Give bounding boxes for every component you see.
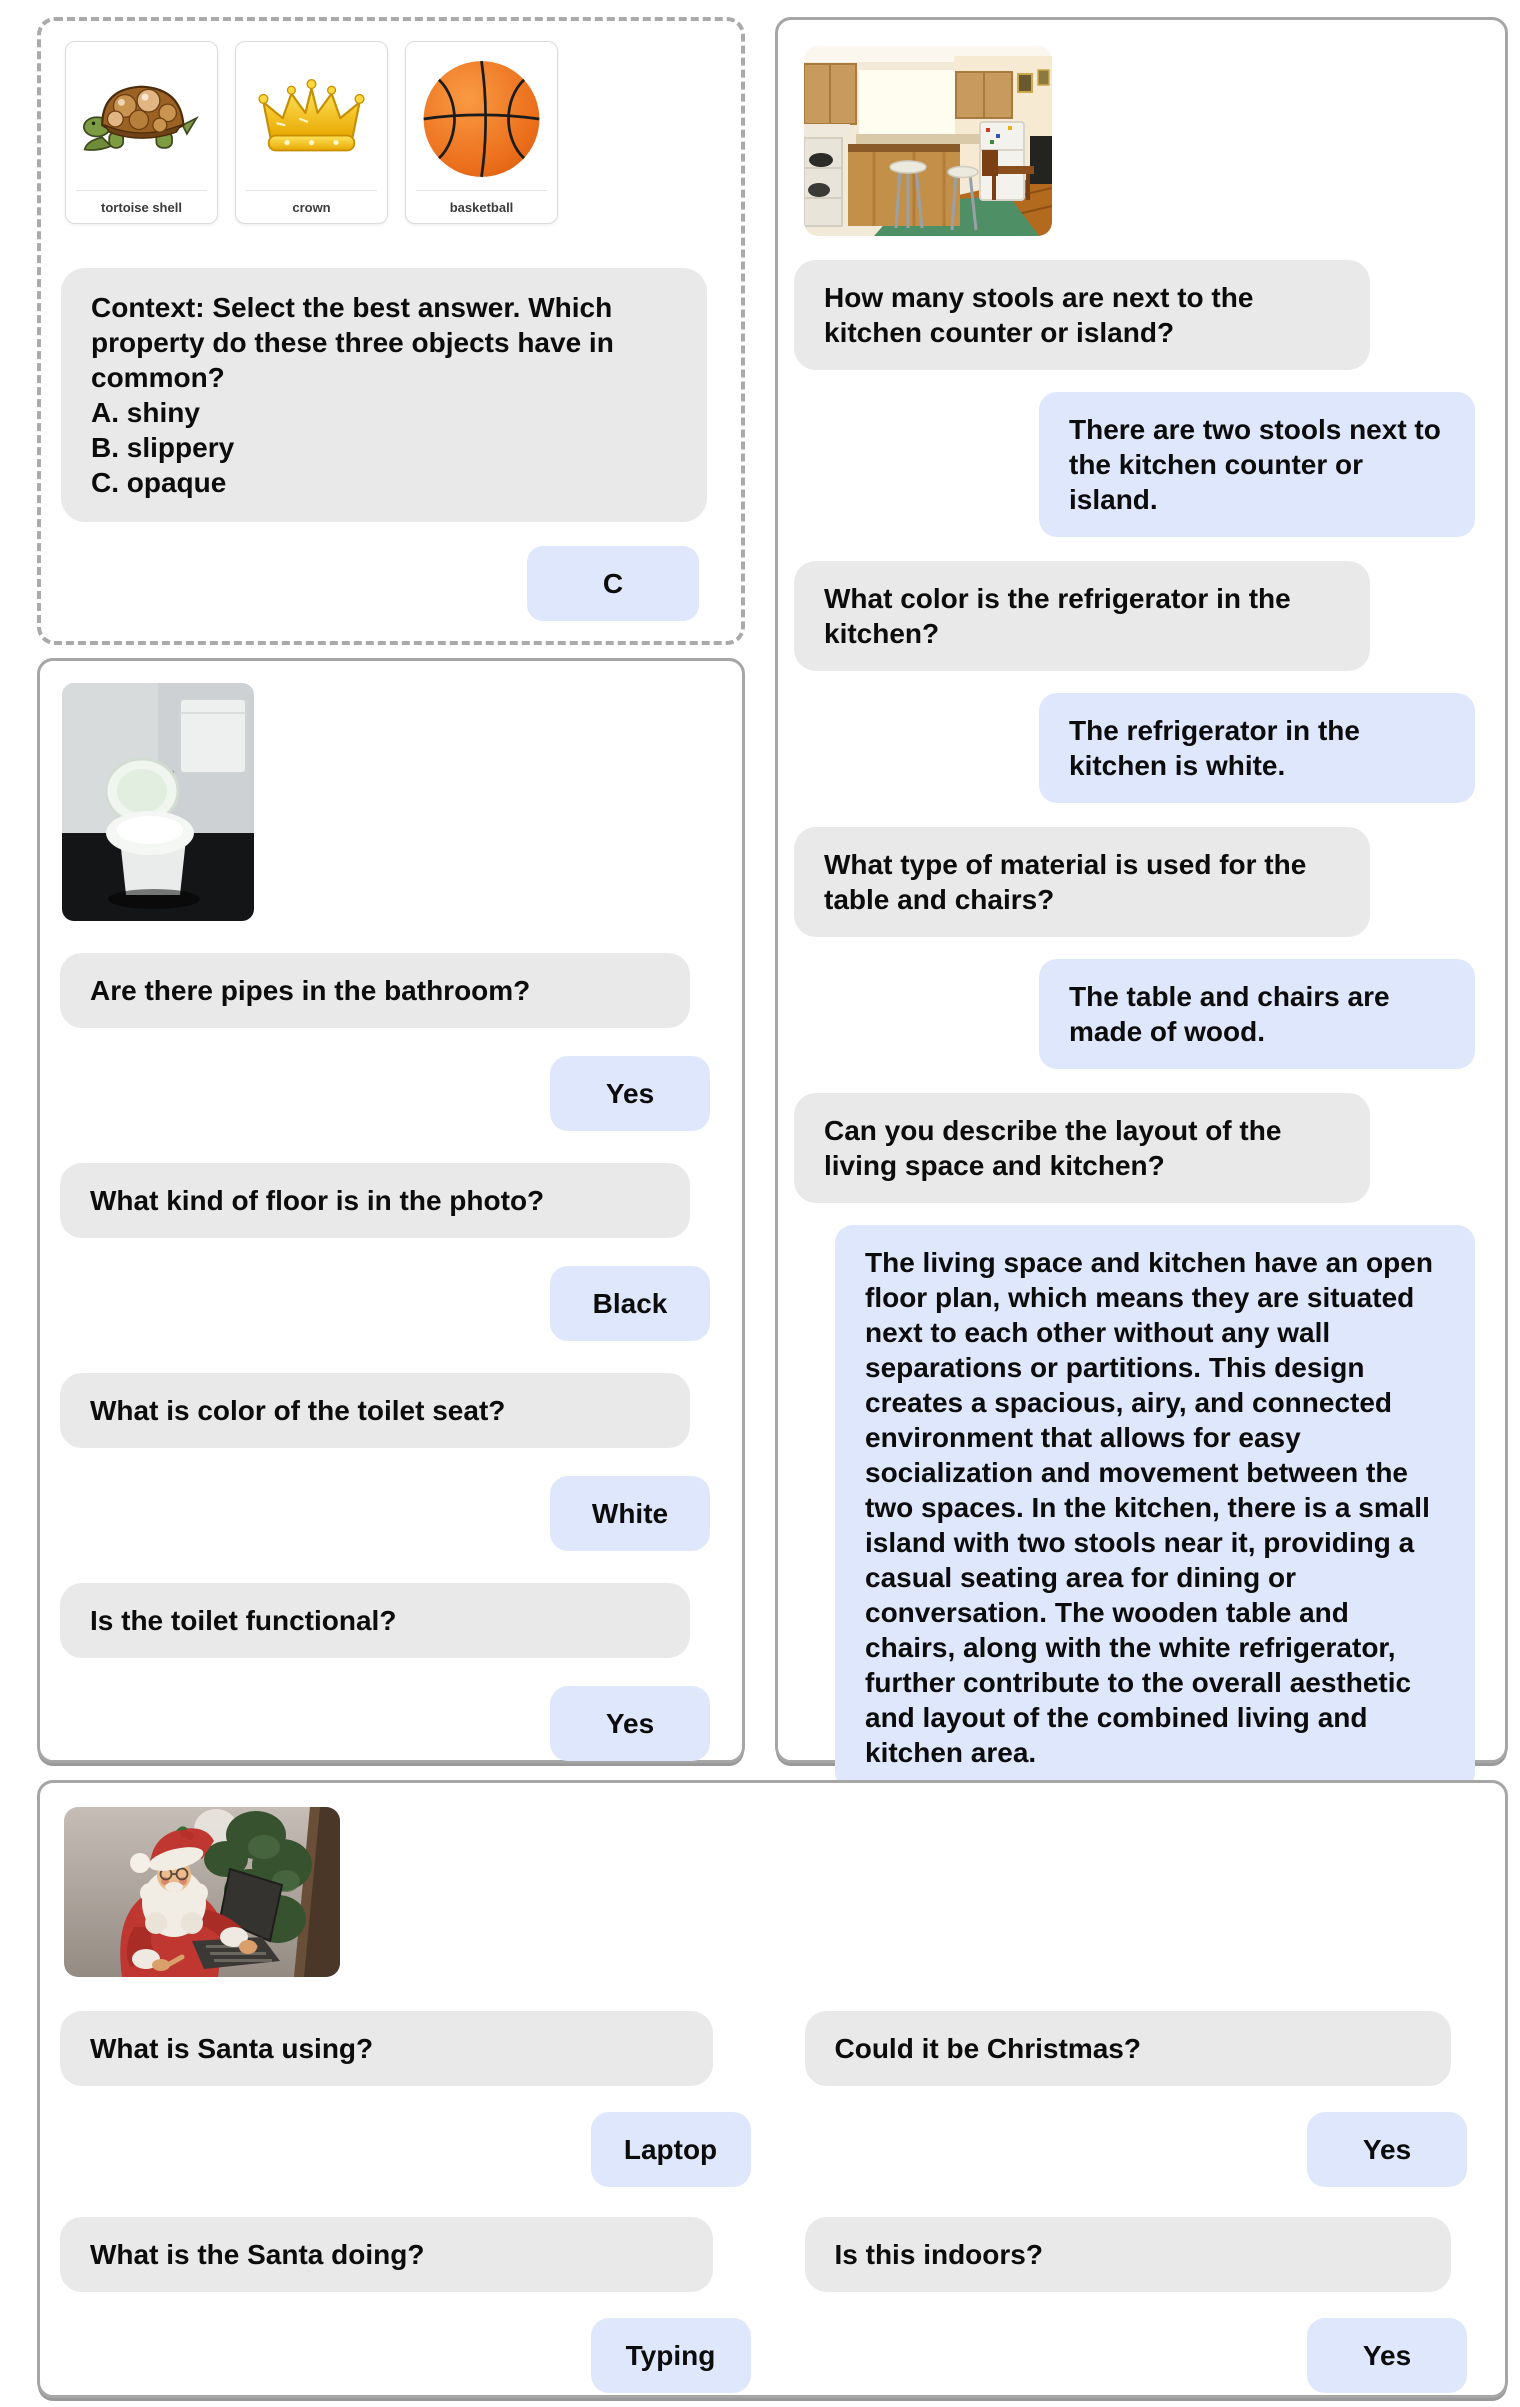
option-a: A. shiny <box>91 397 200 428</box>
answer-bubble: Yes <box>1307 2318 1467 2393</box>
card-label: basketball <box>449 199 514 215</box>
option-b: B. slippery <box>91 432 235 463</box>
option-c: C. opaque <box>91 467 227 498</box>
question-bubble: What color is the refrigerator in the kitchen? <box>794 561 1370 671</box>
answer-bubble-option: C <box>527 546 699 621</box>
answer-bubble: White <box>550 1476 710 1551</box>
question-bubble: What kind of floor is in the photo? <box>60 1163 690 1238</box>
panel-santa-qa <box>37 1780 1508 2398</box>
tortoise-shell-illustration <box>66 42 217 190</box>
santa-right-column <box>793 1803 1486 2393</box>
question-bubble: What type of material is used for the table and chairs? <box>794 827 1370 937</box>
santa-laptop-photo <box>64 1807 340 1977</box>
answer-bubble: Yes <box>550 1686 710 1761</box>
card-label: crown <box>292 199 331 215</box>
object-card-tortoise <box>65 41 218 224</box>
panel-kitchen-qa <box>775 17 1508 1768</box>
question-bubble: Are there pipes in the bathroom? <box>60 953 690 1028</box>
answer-bubble-long: The living space and kitchen have an open floor plan, which means they are situated next to each other without any wall separations or partitions. This design creates a spacious, airy, and connected environment that allows for easy socialization and movement between the two spaces. In the kitchen, there is a small island with two stools near it, providing a casual seating area for dining or conversation. The wooden table and chairs, along with the white refrigerator, further contribute to the overall aesthetic and layout of the combined living and kitchen area. <box>835 1225 1475 1790</box>
bathroom-toilet-photo <box>62 683 254 921</box>
answer-bubble: Black <box>550 1266 710 1341</box>
column-spacer <box>793 1803 1486 2011</box>
answer-bubble: The refrigerator in the kitchen is white. <box>1039 693 1475 803</box>
question-bubble: How many stools are next to the kitchen counter or island? <box>794 260 1370 370</box>
panel-commonsense-qa <box>37 17 745 645</box>
santa-left-column <box>60 1803 753 2393</box>
kitchen-photo <box>804 46 1052 236</box>
question-bubble: What is Santa using? <box>60 2011 713 2086</box>
answer-bubble: Yes <box>550 1056 710 1131</box>
basketball-illustration <box>406 42 557 190</box>
answer-bubble: Yes <box>1307 2112 1467 2187</box>
answer-bubble: Typing <box>591 2318 751 2393</box>
question-bubble: What is color of the toilet seat? <box>60 1373 690 1448</box>
context-question-bubble <box>61 268 707 522</box>
answer-bubble: Laptop <box>591 2112 751 2187</box>
context-question-text: Context: Select the best answer. Which property do these three objects have in common? <box>91 292 614 393</box>
question-bubble: Could it be Christmas? <box>805 2011 1452 2086</box>
object-cards-row <box>65 41 721 224</box>
answer-bubble: There are two stools next to the kitchen counter or island. <box>1039 392 1475 537</box>
question-bubble: Is this indoors? <box>805 2217 1452 2292</box>
crown-illustration <box>236 42 387 190</box>
question-bubble: What is the Santa doing? <box>60 2217 713 2292</box>
question-bubble: Can you describe the layout of the living space and kitchen? <box>794 1093 1370 1203</box>
panel-bathroom-qa <box>37 658 745 1763</box>
question-bubble: Is the toilet functional? <box>60 1583 690 1658</box>
object-card-crown <box>235 41 388 224</box>
object-card-basketball <box>405 41 558 224</box>
card-label: tortoise shell <box>101 199 182 215</box>
answer-bubble: The table and chairs are made of wood. <box>1039 959 1475 1069</box>
